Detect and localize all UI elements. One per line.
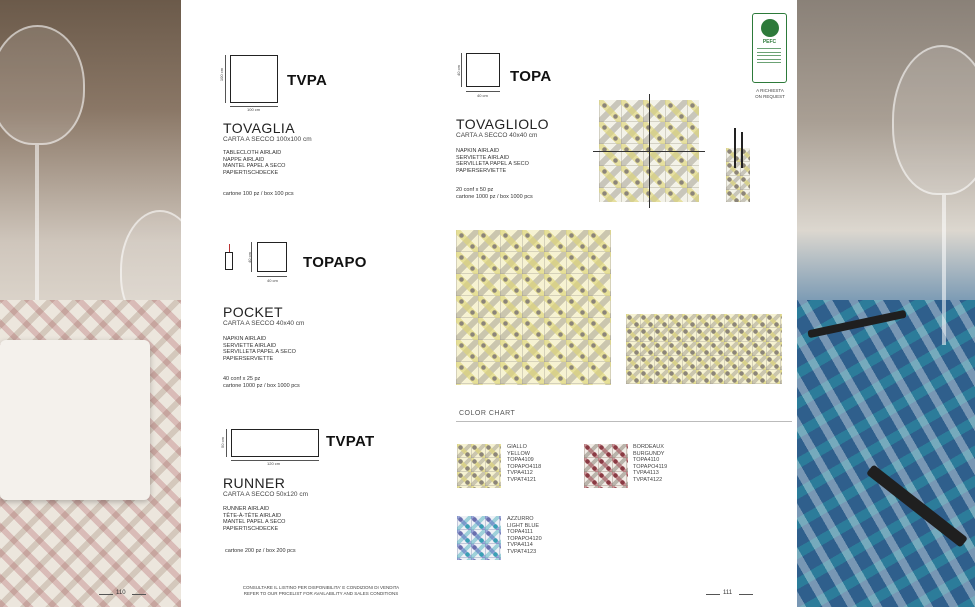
packaging-info: cartone 200 pz / box 200 pcs [225,548,296,554]
color-swatch-burgundy [584,444,628,488]
cutlery-icon [734,128,736,168]
dimension-label: 40 cm [246,252,252,263]
plate [0,340,150,500]
note-line: CONSULTARE IL LISTINO PER DISPONIBILITA' E CONDIZIONI DI VENDITA [242,585,400,590]
swatch-line: LIGHT BLUE [507,522,539,529]
description-line: TABLECLOTH AIRLAID [223,150,282,156]
description-line: MANTEL PAPEL A SECO [223,519,286,526]
cutlery-icon [741,132,743,168]
pocket-napkin-image [726,148,750,202]
product-subtitle: CARTA A SECCO 100x100 cm [223,136,312,143]
note-line: REFER TO OUR PRICELIST FOR AVAILABILITY AND SALES CONDITIONS [243,590,399,596]
swatch-line: TOPAPO4119 [633,463,668,470]
product-code: TVPAT [326,433,375,450]
dimension-label: 40 cm [267,278,278,283]
product-name: POCKET [223,304,283,320]
color-swatch-yellow [457,444,501,488]
swatch-line: BORDEAUX [633,444,664,450]
dimension-label: 100 cm [247,107,261,112]
wine-glass [892,45,975,195]
tree-icon [761,19,779,37]
dimension-label: 40 cm [477,93,488,98]
dimension-label: 120 cm [267,461,281,466]
description-line: NAPPE AIRLAID [223,156,265,163]
swatch-line: TVPA4114 [507,542,533,549]
topa-diagram [456,50,511,100]
tvpat-diagram [219,425,323,467]
runner-image [626,314,782,384]
product-name: TOVAGLIA [223,120,295,136]
swatch-codes [507,516,542,556]
pocket-napkin-icon [225,252,233,270]
swatch-line: TVPAT4122 [633,476,663,483]
product-subtitle: CARTA A SECCO 40x40 cm [223,320,305,327]
product-code: TVPA [287,72,328,89]
product-description [456,148,529,174]
availability-note [201,585,441,596]
dimension-label: 100 cm [219,67,225,82]
description-line: SERVILLETA PAPEL A SECO [456,161,529,168]
catalogue-page-left [116,0,441,607]
product-code: TOPA [510,68,552,85]
swatch-line: TOPA4110 [633,457,660,464]
dimension-label: 50 cm [219,437,225,448]
product-description [223,336,296,362]
swatch-line: TOPAPO4118 [507,463,542,470]
product-description [223,150,285,176]
right-table-photo [797,0,975,607]
color-swatch-light-blue [457,516,501,560]
swatch-codes [507,444,541,484]
color-chart-title: COLOR CHART [459,410,516,417]
packaging-info [456,187,533,200]
swatch-line: YELLOW [507,450,530,457]
description-line: SERVILLETA PAPEL A SECO [223,349,296,356]
swatch-line: TVPA4112 [507,470,533,477]
swatch-line: TOPAPO4120 [507,535,542,542]
pefc-certification-logo: PEFC [752,13,787,83]
product-code: TOPAPO [303,254,367,271]
page-number: 111 [723,590,733,596]
swatch-line: GIALLO [507,444,527,450]
wine-glass [0,25,85,145]
product-name: TOVAGLIOLO [456,116,549,132]
dimension-label: 40 cm [455,65,461,76]
packaging-line: cartone 1000 pz / box 1000 pcs [223,382,300,389]
tablecloth-image [456,230,611,385]
packaging-line: cartone 1000 pz / box 1000 pcs [456,193,533,200]
description-line: SERVIETTE AIRLAID [456,154,510,161]
description-line: RUNNER AIRLAID [223,506,270,512]
request-line: A RICHIESTA [756,88,784,93]
description-line: PAPIERTISCHDECKE [223,525,279,532]
swatch-codes [633,444,667,484]
swatch-line: TVPA4113 [633,470,659,477]
swatch-line: AZZURRO [507,516,534,522]
napkin-square-icon [257,242,287,272]
runner-rectangle-icon [231,429,319,457]
packaging-info [223,376,300,389]
product-subtitle: CARTA A SECCO 50x120 cm [223,491,309,498]
swatch-line: TOPA4111 [507,529,533,536]
swatch-line: BURGUNDY [633,450,665,457]
left-table-photo [0,0,181,607]
description-line: PAPIERSERVIETTE [456,167,507,174]
page-number: 110 [116,590,126,596]
swatch-line: TVPAT4121 [507,476,537,483]
product-name: RUNNER [223,475,286,491]
description-line: PAPIERSERVIETTE [223,355,274,362]
packaging-line: 40 conf x 25 pz [223,376,261,382]
tablecloth-pattern [797,300,975,607]
request-line: ON REQUEST [755,93,785,99]
swatch-line: TVPAT4123 [507,548,537,555]
glass-stem [35,145,39,305]
description-line: TÊTE-À-TÊTE AIRLAID [223,512,282,519]
description-line: NAPKIN AIRLAID [456,148,500,154]
catalogue-page-right [441,0,797,607]
description-line: PAPIERTISCHDECKE [223,169,279,176]
topapo-diagram [223,240,303,288]
packaging-line: 20 conf x 50 pz [456,187,494,193]
square-outline-icon [230,55,278,103]
tvpa-diagram [219,50,283,112]
product-subtitle: CARTA A SECCO 40x40 cm [456,132,538,139]
napkin-square-icon [466,53,500,87]
glass-stem [942,195,946,345]
product-description [223,506,285,532]
description-line: SERVIETTE AIRLAID [223,342,277,349]
on-request-note [745,88,795,99]
packaging-info: cartone 100 pz / box 100 pcs [223,191,294,197]
description-line: MANTEL PAPEL A SECO [223,163,286,170]
swatch-line: TOPA4109 [507,457,534,464]
description-line: NAPKIN AIRLAID [223,336,267,342]
